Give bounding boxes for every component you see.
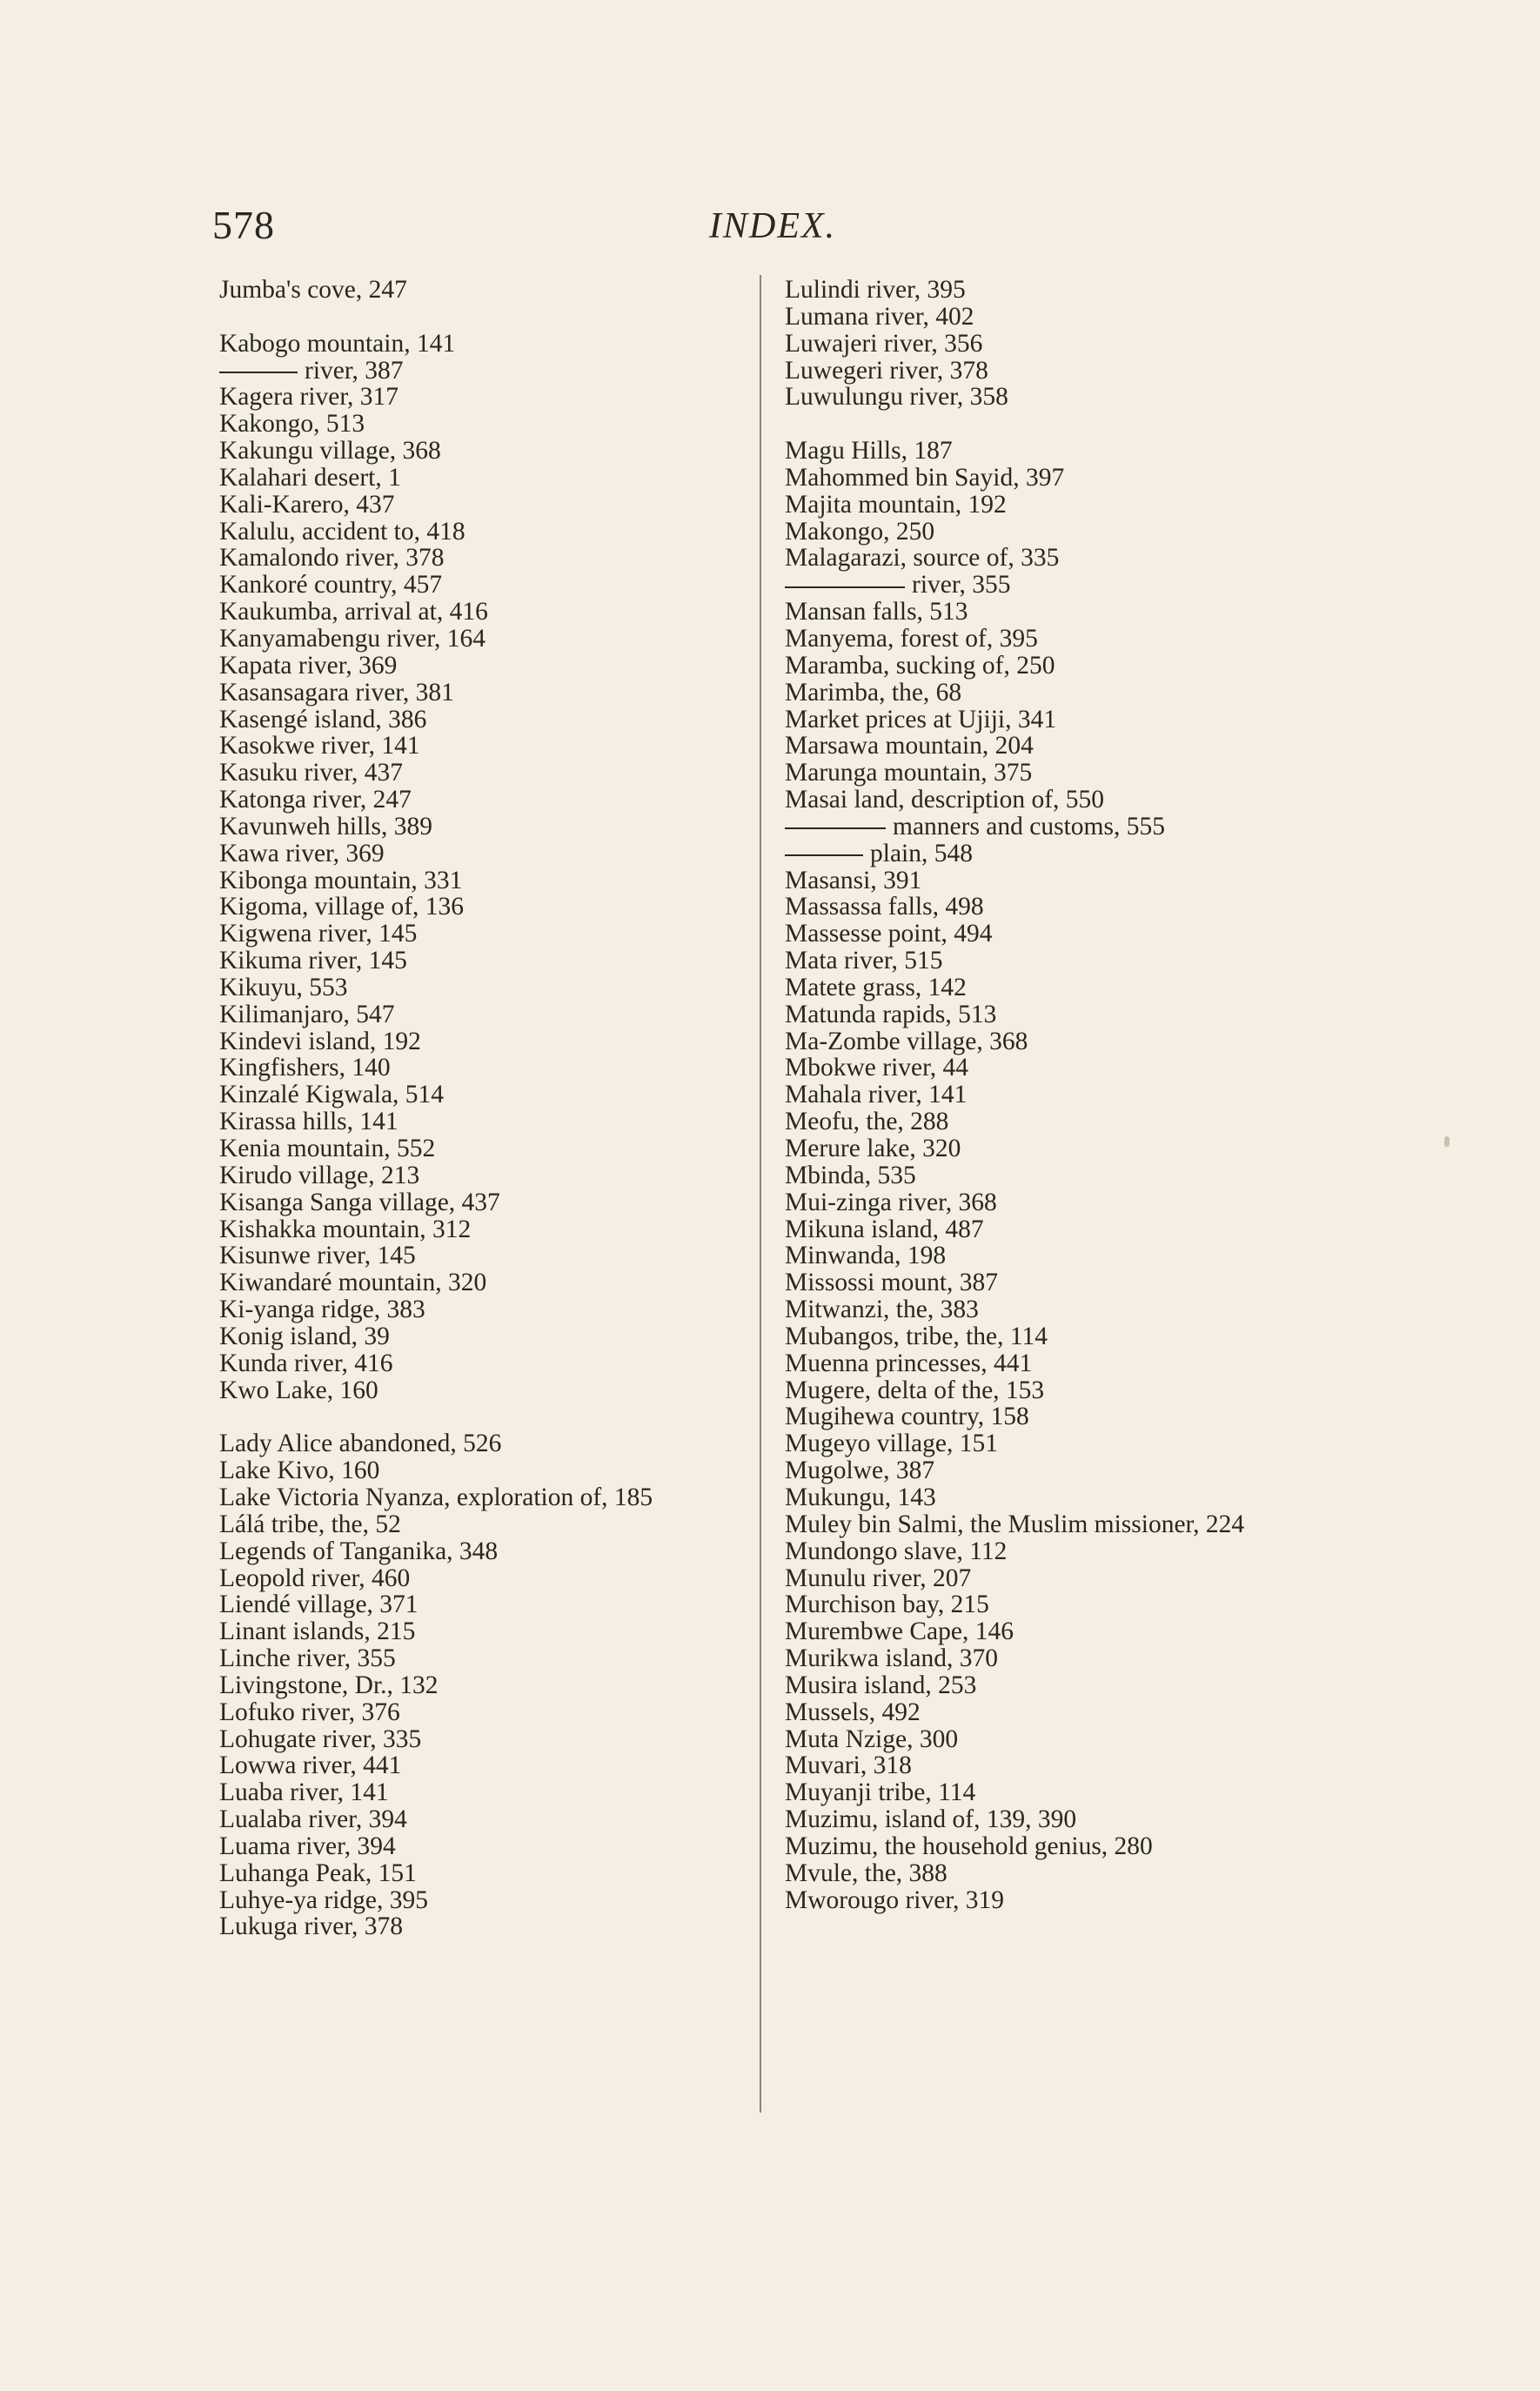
index-sub-entry [785,841,1516,867]
index-entry: Magu Hills, 187 [785,437,953,465]
index-entry: Matete grass, 142 [785,973,967,1001]
index-entry: Lukuga river, 378 [219,1912,403,1941]
index-entry: Matunda rapids, 513 [785,1000,997,1028]
index-entry: Kisanga Sanga village, 437 [219,1188,500,1216]
index-entry: Marsawa mountain, 204 [785,732,1034,760]
index-entry: Lady Alice abandoned, 526 [219,1430,502,1458]
index-entry: Mbinda, 535 [785,1161,916,1189]
index-entry: Kisunwe river, 145 [219,1242,416,1270]
index-entry: Leopold river, 460 [219,1564,411,1592]
index-entry: Muzimu, island of, 139, 390 [785,1805,1077,1834]
index-entry: Muley bin Salmi, the Muslim missioner, 224 [785,1510,1245,1538]
index-entry: Luwajeri river, 356 [785,329,983,358]
index-entry: Kasengé island, 386 [219,705,427,733]
index-entry: Luhanga Peak, 151 [219,1859,417,1887]
index-entry: Kibonga mountain, 331 [219,866,463,894]
index-entry: Kirassa hills, 141 [219,1108,398,1136]
index-entry: Munulu river, 207 [785,1564,972,1592]
index-entry: Mikuna island, 487 [785,1215,984,1243]
index-entry: Missossi mount, 387 [785,1269,999,1297]
index-entry: Kindevi island, 192 [219,1027,421,1055]
index-entry: Luaba river, 141 [219,1778,389,1807]
index-entry: Lohugate river, 335 [219,1725,422,1753]
index-entry: Mui-zinga river, 368 [785,1188,997,1216]
index-entry: Kamalondo river, 378 [219,544,445,573]
index-entry: Mitwanzi, the, 383 [785,1296,979,1324]
index-entry: Merure lake, 320 [785,1135,961,1162]
index-entry: Massassa falls, 498 [785,893,984,921]
index-entry: Mata river, 515 [785,947,943,975]
index-entry: Mussels, 492 [785,1698,921,1726]
index-entry: Mworougo river, 319 [785,1885,1004,1914]
index-entry: Luwegeri river, 378 [785,356,988,385]
index-entry: Linche river, 355 [219,1644,396,1673]
index-entry: Kasansagara river, 381 [219,678,454,707]
index-entry: Lualaba river, 394 [219,1805,407,1834]
index-entry: Kakungu village, 368 [219,437,441,465]
index-entry: Livingstone, Dr., 132 [219,1671,439,1699]
index-entry: Mukungu, 143 [785,1483,936,1511]
index-entry: Kishakka mountain, 312 [219,1215,472,1243]
index-entry: Kwo Lake, 160 [219,1376,378,1404]
index-entry: Ki-yanga ridge, 383 [219,1296,425,1324]
index-entry: Kakongo, 513 [219,410,365,439]
index-entry: Ma-Zombe village, 368 [785,1027,1028,1055]
index-entry: Kunda river, 416 [219,1349,393,1377]
index-entry: Maramba, sucking of, 250 [785,651,1055,680]
index-entry: Kikuma river, 145 [219,947,407,975]
ditto-dash [785,586,905,588]
index-entry: Kagera river, 317 [219,383,399,412]
index-sub-entry [219,358,767,385]
index-entry: Muzimu, the household genius, 280 [785,1832,1153,1860]
index-entry: Muta Nzige, 300 [785,1725,959,1753]
index-entry: Kanyamabengu river, 164 [219,624,486,653]
index-entry: Kankoré country, 457 [219,571,443,599]
index-entry: Majita mountain, 192 [785,490,1007,519]
index-column-left [219,277,767,1940]
running-header-title: INDEX. [709,206,837,246]
index-sub-entry [785,814,1516,841]
index-sub-entry-text: river, 387 [305,356,404,385]
index-entry: Mubangos, tribe, the, 114 [785,1322,1048,1350]
index-entry: Musira island, 253 [785,1671,977,1699]
index-entry: Murikwa island, 370 [785,1644,998,1673]
index-entry: Konig island, 39 [219,1322,390,1350]
ditto-dash [219,372,298,373]
index-entry: Mahala river, 141 [785,1081,968,1109]
index-entry: Muvari, 318 [785,1751,912,1780]
index-entry: Makongo, 250 [785,517,935,546]
index-entry: Malagarazi, source of, 335 [785,544,1060,573]
index-entry: Mahommed bin Sayid, 397 [785,463,1065,492]
index-entry: Mbokwe river, 44 [785,1054,969,1082]
index-entry: Meofu, the, 288 [785,1108,949,1136]
index-entry: Linant islands, 215 [219,1617,416,1646]
index-entry: Market prices at Ujiji, 341 [785,705,1057,733]
index-column-right [785,277,1516,1913]
index-entry: Mugihewa country, 158 [785,1403,1029,1431]
ditto-dash [785,854,863,856]
index-entry: Muyanji tribe, 114 [785,1778,976,1807]
index-entry: Kiwandaré mountain, 320 [219,1269,487,1297]
index-entry: Lofuko river, 376 [219,1698,400,1726]
index-entry: Kavunweh hills, 389 [219,812,432,841]
index-entry: Lálá tribe, the, 52 [219,1510,401,1538]
index-entry: Marunga mountain, 375 [785,759,1033,787]
index-entry: Kigwena river, 145 [219,920,418,948]
index-entry: Murchison bay, 215 [785,1591,989,1619]
index-entry: Kapata river, 369 [219,651,398,680]
index-entry: Liendé village, 371 [219,1591,418,1619]
index-entry: Mugolwe, 387 [785,1457,935,1485]
index-entry: Kawa river, 369 [219,839,385,867]
index-entry: Jumba's cove, 247 [219,276,407,304]
index-entry: Mvule, the, 388 [785,1859,947,1887]
paper-speck [1444,1136,1450,1147]
section-gap [219,304,767,331]
index-sub-entry-text: plain, 548 [870,839,973,867]
index-entry: Minwanda, 198 [785,1242,947,1270]
index-entry: Kasokwe river, 141 [219,732,420,760]
section-gap [219,1403,767,1430]
index-entry: Luwulungu river, 358 [785,383,1008,412]
index-sub-entry-text: river, 355 [912,571,1011,599]
index-entry: Manyema, forest of, 395 [785,624,1038,653]
column-divider [760,275,761,2113]
index-entry: Kilimanjaro, 547 [219,1000,395,1028]
index-entry: Kingfishers, 140 [219,1054,391,1082]
index-entry: Kaukumba, arrival at, 416 [219,598,488,626]
index-entry: Masansi, 391 [785,866,922,894]
index-entry: Katonga river, 247 [219,786,412,814]
index-entry: Kasuku river, 437 [219,759,404,787]
index-entry: Kalahari desert, 1 [219,463,401,492]
index-entry: Mugeyo village, 151 [785,1430,998,1458]
section-gap [785,411,1516,438]
index-entry: Lowwa river, 441 [219,1751,402,1780]
index-entry: Marimba, the, 68 [785,678,962,707]
index-entry: Masai land, description of, 550 [785,786,1105,814]
index-entry: Murembwe Cape, 146 [785,1617,1014,1646]
index-entry: Kali-Karero, 437 [219,490,395,519]
index-entry: Kinzalé Kigwala, 514 [219,1081,445,1109]
index-sub-entry [785,572,1516,599]
index-entry: Kalulu, accident to, 418 [219,517,465,546]
index-entry: Mundongo slave, 112 [785,1537,1008,1565]
page-number: 578 [212,203,275,247]
index-entry: Lumana river, 402 [785,302,974,331]
index-entry: Massesse point, 494 [785,920,993,948]
index-entry: Kigoma, village of, 136 [219,893,465,921]
index-entry: Lake Victoria Nyanza, exploration of, 185 [219,1483,653,1511]
ditto-dash [785,827,886,829]
index-entry: Luhye-ya ridge, 395 [219,1885,429,1914]
index-entry: Lake Kivo, 160 [219,1457,380,1485]
index-entry: Luama river, 394 [219,1832,396,1860]
index-entry: Muenna princesses, 441 [785,1349,1033,1377]
index-entry: Kabogo mountain, 141 [219,329,456,358]
index-entry: Kirudo village, 213 [219,1161,420,1189]
index-entry: Mugere, delta of the, 153 [785,1376,1045,1404]
index-entry: Kikuyu, 553 [219,973,348,1001]
index-sub-entry-text: manners and customs, 555 [893,812,1165,841]
index-entry: Kenia mountain, 552 [219,1135,436,1162]
index-entry: Mansan falls, 513 [785,598,968,626]
index-entry: Legends of Tanganika, 348 [219,1537,499,1565]
index-entry: Lulindi river, 395 [785,276,966,304]
